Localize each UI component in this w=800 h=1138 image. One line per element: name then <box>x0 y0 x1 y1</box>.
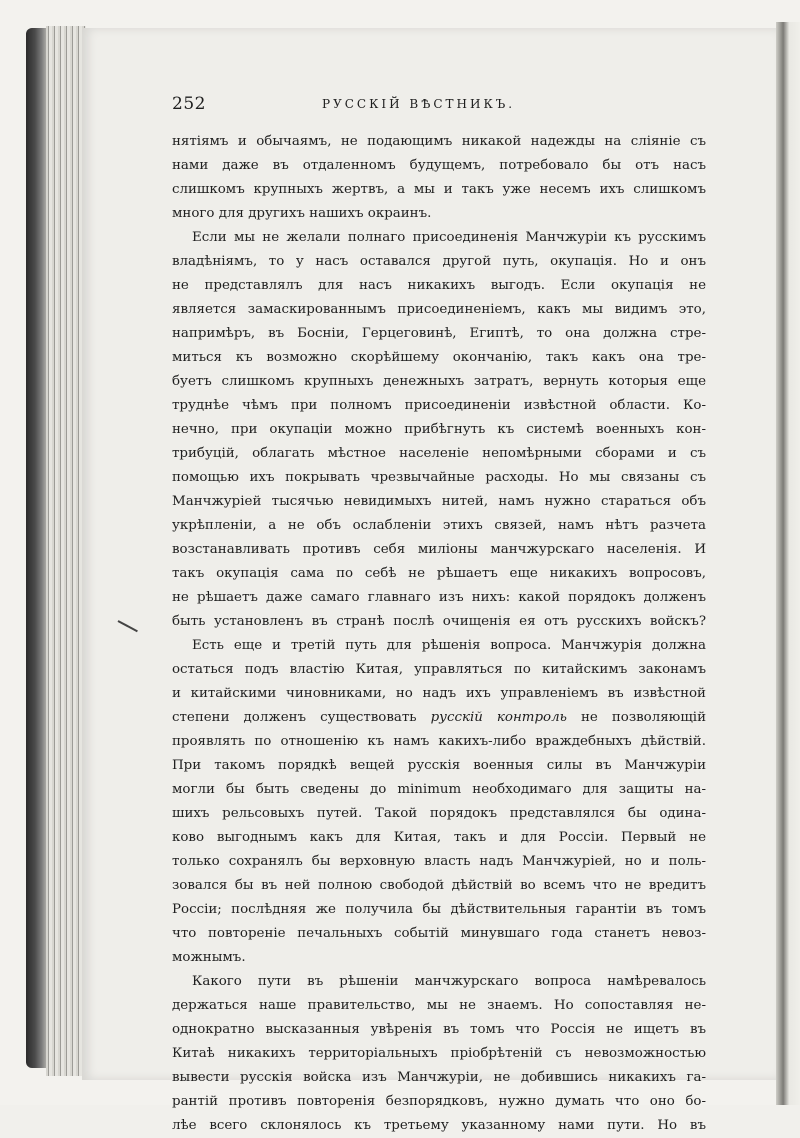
text-line: Россіи; послѣдняя же получила бы дѣйствительныя гарантіи въ томъ <box>172 902 706 917</box>
text-line: Есть еще и третій путь для рѣшенія вопроса. Манчжурія должна <box>192 638 706 653</box>
text-line: только сохранялъ бы верховную власть надъ Манчжуріей, но и поль- <box>172 854 706 869</box>
text-line: остаться подъ властію Китая, управляться по китайскимъ законамъ <box>172 662 706 677</box>
text-line: труднѣе чѣмъ при полномъ присоединеніи извѣстной области. Ко- <box>172 398 706 413</box>
text-line: много для другихъ нашихъ окраинъ. <box>172 206 432 221</box>
facing-page-edge <box>776 22 800 1105</box>
text-line: является замаскированнымъ присоединеніемъ, какъ мы видимъ это, <box>172 302 706 317</box>
text-line: не рѣшаетъ даже самаго главнаго изъ нихъ: какой порядокъ долженъ <box>172 590 706 605</box>
running-head <box>172 94 706 116</box>
text-line: нятіямъ и обычаямъ, не подающимъ никакой надежды на сліяніе съ <box>172 134 706 149</box>
text-line: слишкомъ крупныхъ жертвъ, а мы и такъ уже несемъ ихъ слишкомъ <box>172 182 706 197</box>
book-spine <box>26 28 48 1068</box>
text-line: Китаѣ никакихъ территоріальныхъ пріобрѣтеній съ невозможностью <box>172 1046 706 1061</box>
text-line: нами даже въ отдаленномъ будущемъ, потребовало бы отъ насъ <box>172 158 706 173</box>
emphasized-text: русскій контроль <box>430 710 567 725</box>
text-line: миться къ возможно скорѣйшему окончанію, такъ какъ она тре- <box>172 350 706 365</box>
text-line: возстанавливать противъ себя миліоны манчжурскаго населенія. И <box>172 542 706 557</box>
text-line: укрѣпленіи, а не объ ослабленіи этихъ связей, намъ нѣтъ разчета <box>172 518 706 533</box>
text-line: зовался бы въ ней полною свободой дѣйствій во всемъ что не вредитъ <box>172 878 706 893</box>
text-line: однократно высказанныя увѣренія въ томъ что Россія не ищетъ въ <box>172 1022 706 1037</box>
text-line: владѣніямъ, то у насъ оставался другой путь, окупація. Но и онъ <box>172 254 706 269</box>
text-line: При такомъ порядкѣ вещей русскія военныя силы въ Манчжуріи <box>172 758 706 773</box>
text-line: что повтореніе печальныхъ событій минувшаго года станетъ невоз- <box>172 926 706 941</box>
journal-title: РУССКІЙ ВѢСТНИКЪ. <box>322 97 516 111</box>
text-line: Если мы не желали полнаго присоединенія Манчжуріи къ русскимъ <box>192 230 706 245</box>
text-line: буетъ слишкомъ крупныхъ денежныхъ затратъ, вернуть которыя еще <box>172 374 706 389</box>
text-line: быть установленъ въ странѣ послѣ очищенія ея отъ русскихъ войскъ? <box>172 614 706 629</box>
text-line: ково выгоднымъ какъ для Китая, такъ и для Россіи. Первый не <box>172 830 706 845</box>
page-edges <box>46 26 86 1076</box>
text-line: могли бы быть сведены до minimum необходимаго для защиты на- <box>172 782 706 797</box>
text-line <box>172 706 706 730</box>
text-line: помощью ихъ покрывать чрезвычайные расходы. Но мы связаны съ <box>172 470 706 485</box>
text-line: напримѣръ, въ Босніи, Герцеговинѣ, Египтѣ, то она должна стре- <box>172 326 706 341</box>
text-line: вывести русскія войска изъ Манчжуріи, не добившись никакихъ га- <box>172 1070 706 1085</box>
text-line: можнымъ. <box>172 950 246 965</box>
text-line: держаться наше правительство, мы не знаемъ. Но сопоставляя не- <box>172 998 706 1013</box>
text-segment: степени долженъ существовать <box>172 710 417 725</box>
page-number: 252 <box>172 94 206 114</box>
text-line: шихъ рельсовыхъ путей. Такой порядокъ представлялся бы одина- <box>172 806 706 821</box>
text-line: не представлялъ для насъ никакихъ выгодъ. Если окупація не <box>172 278 706 293</box>
text-segment: не позволяющій <box>580 710 706 725</box>
text-line: проявлять по отношенію къ намъ какихъ-либо враждебныхъ дѣйствій. <box>172 734 706 749</box>
text-line: нечно, при окупаціи можно прибѣгнуть къ системѣ военныхъ кон- <box>172 422 706 437</box>
text-line: Манчжуріей тысячью невидимыхъ нитей, намъ нужно стараться объ <box>172 494 706 509</box>
text-line: такъ окупація сама по себѣ не рѣшаетъ еще никакихъ вопросовъ, <box>172 566 706 581</box>
text-line: трибуцій, облагать мѣстное населеніе непомѣрными сборами и съ <box>172 446 706 461</box>
text-line: и китайскими чиновниками, но надъ ихъ управленіемъ въ извѣстной <box>172 686 706 701</box>
text-line: рантій противъ повторенія безпорядковъ, нужно думать что оно бо- <box>172 1094 706 1109</box>
body-text <box>172 130 706 1138</box>
text-line: Какого пути въ рѣшеніи манчжурскаго вопроса намѣревалось <box>192 974 706 989</box>
text-line: лѣе всего склонялось къ третьему указанному нами пути. Но въ <box>172 1118 706 1133</box>
